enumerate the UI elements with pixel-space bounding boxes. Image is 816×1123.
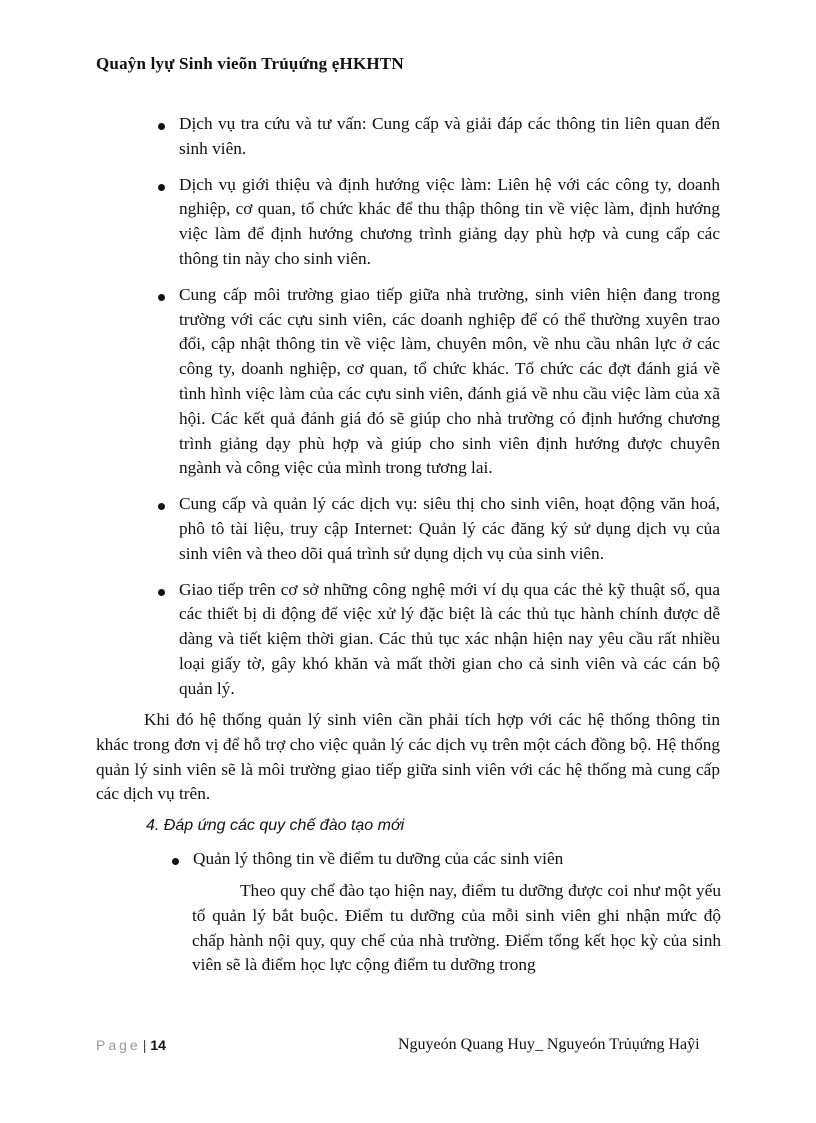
body-paragraph: Khi đó hệ thống quản lý sinh viên cần phải tích hợp với các hệ thống thông tin khác trong đơn vị để hỗ trợ cho việc quản lý các dịch vụ trên một cách đồng bộ. Hệ thống quản lý sinh viên sẽ là môi trường giao tiếp giữa sinh viên với các hệ thống mà cung cấp các dịch vụ trên.: [96, 710, 720, 804]
bullet-text: Quản lý thông tin về điểm tu dưỡng của các sinh viên: [193, 849, 564, 868]
list-item: [150, 283, 720, 481]
page-number: 14: [150, 1037, 166, 1053]
list-item: [150, 492, 720, 566]
bullet-text: Cung cấp và quản lý các dịch vụ: siêu thị cho sinh viên, hoạt động văn hoá, phô tô tài liệu, truy cập Internet: Quản lý các đăng ký sử dụng dịch vụ của sinh viên và theo dõi quá trình sử dụng dịch vụ của sinh viên.: [179, 494, 720, 563]
bullet-dot-icon: [158, 503, 165, 510]
footer-authors: Nguyeón Quang Huy_ Nguyeón Trủụứng Haŷi: [398, 1036, 700, 1053]
list-item: [167, 847, 753, 872]
bullet-dot-icon: [158, 184, 165, 191]
page-number-footer: [96, 1037, 166, 1053]
bullet-dot-icon: [158, 123, 165, 130]
bullet-text: Dịch vụ tra cứu và tư vấn: Cung cấp và giải đáp các thông tin liên quan đến sinh viên.: [179, 114, 720, 158]
section-heading: 4. Đáp ứng các quy chế đào tạo mới: [146, 817, 405, 834]
footer-separator: |: [142, 1037, 147, 1053]
running-header: Quaŷn lyự Sinh vieõn Trủụứng ẹHKHTN: [96, 54, 404, 73]
list-item: [150, 578, 720, 702]
bullet-text: Cung cấp môi trường giao tiếp giữa nhà trường, sinh viên hiện đang trong trường với các cựu sinh viên, các doanh nghiệp để có thể thường xuyên trao đổi, cập nhật thông tin về việc làm, chuyên môn, về nhu cầu nhân lực ở các công ty, doanh nghiệp, cơ quan, tổ chức khác. Tổ chức các đợt đánh giá về tình hình việc làm của các cựu sinh viên, đánh giá về nhu cầu việc làm của xã hội. Các kết quả đánh giá đó sẽ giúp cho nhà trường có định hướng chương trình giảng dạy phù hợp và giúp cho sinh viên định hướng được chuyên ngành và công việc của mình trong tương lai.: [179, 284, 720, 478]
service-bullet-list: [150, 112, 720, 713]
section-paragraph: Theo quy chế đào tạo hiện nay, điểm tu dưỡng được coi như một yếu tố quản lý bắt buộc. Điểm tu dưỡng của mỗi sinh viên ghi nhận mức độ chấp hành nội quy, quy chế của nhà trường. Điểm tổng kết học kỳ của sinh viên sẽ là điểm học lực cộng điểm tu dưỡng trong: [192, 881, 721, 975]
list-item: [150, 112, 720, 162]
bullet-dot-icon: [158, 589, 165, 596]
bullet-text: Giao tiếp trên cơ sở những công nghệ mới ví dụ qua các thẻ kỹ thuật số, qua các thiết bị di động để việc xử lý đặc biệt là các thủ tục hành chính được dễ dàng và tiết kiệm thời gian. Các thủ tục xác nhận hiện nay yêu cầu rất nhiều loại giấy tờ, gây khó khăn và mất thời gian cho cả sinh viên và các cán bộ quản lý.: [179, 579, 720, 698]
bullet-text: Dịch vụ giới thiệu và định hướng việc làm: Liên hệ với các công ty, doanh nghiệp, cơ quan, tổ chức khác để thu thập thông tin về việc làm, định hướng việc làm để định hướng chương trình giảng dạy phù hợp và cung cấp các thông tin này cho sinh viên.: [179, 174, 720, 268]
list-item: [150, 173, 720, 272]
page-label: Page: [96, 1037, 141, 1053]
bullet-dot-icon: [172, 858, 179, 865]
bullet-dot-icon: [158, 294, 165, 301]
